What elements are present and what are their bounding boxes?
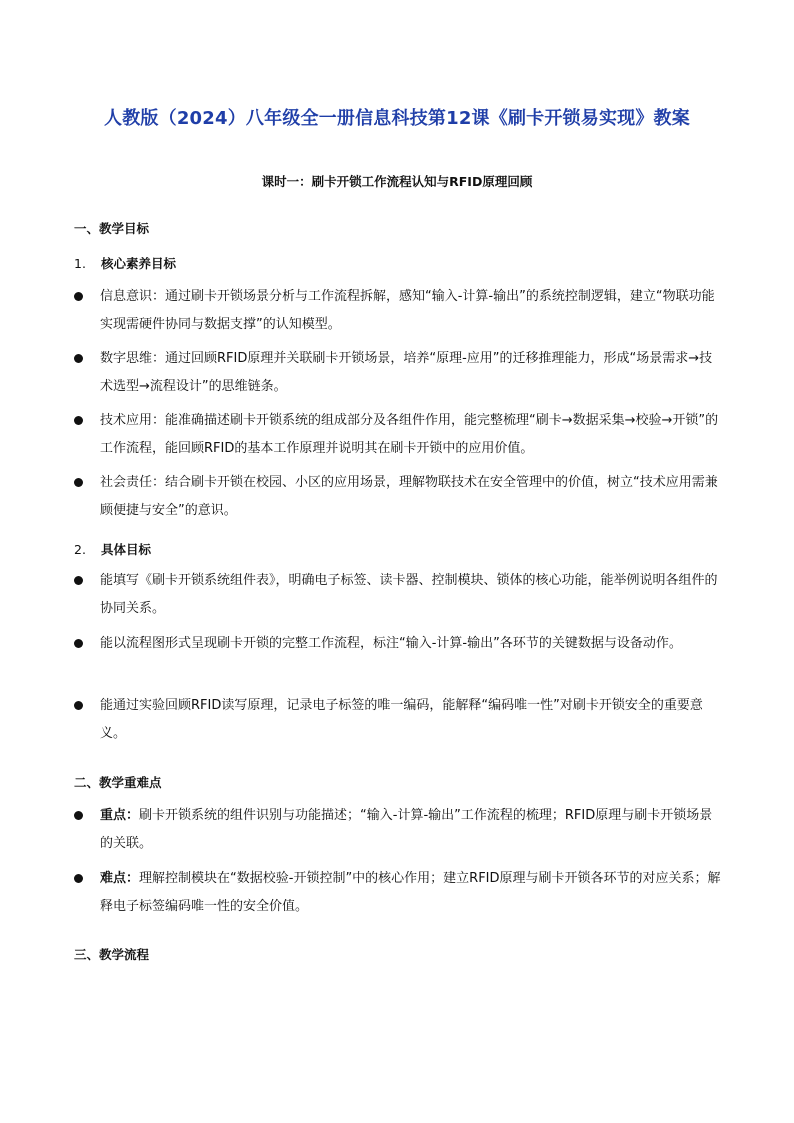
list-item-component-table xyxy=(74,567,724,623)
list-item-text: 社会责任：结合刷卡开锁在校园、小区的应用场景，理解物联技术在安全管理中的价值，树立“技术应用需兼顾便捷与安全”的意识。 xyxy=(100,475,718,518)
list-item-text: 能通过实验回顾RFID读写原理，记录电子标签的唯一编码，能解释“编码唯一性”对刷卡开锁安全的重要意义。 xyxy=(100,698,703,741)
subsection-number: 1. xyxy=(74,256,86,271)
list-item-difficult-points xyxy=(74,865,724,921)
bullet-icon xyxy=(74,576,83,585)
section-heading-teaching-goals: 一、教学目标 xyxy=(74,221,150,236)
subsection-label: 具体目标 xyxy=(101,542,152,557)
subsection-label: 核心素养目标 xyxy=(101,256,177,271)
list-item-text: 技术应用：能准确描述刷卡开锁系统的组成部分及各组件作用，能完整梳理“刷卡→数据采集→校验→开锁”的工作流程，能回顾RFID的基本工作原理并说明其在刷卡开锁中的应用价值。 xyxy=(100,413,719,456)
list-item-key-points xyxy=(74,802,724,858)
list-item-digital-thinking xyxy=(74,345,724,401)
list-item-technology-application xyxy=(74,407,724,463)
bullet-icon xyxy=(74,874,83,883)
bullet-icon xyxy=(74,478,83,487)
subsection-core-literacy-goals xyxy=(74,254,176,272)
item-label: 难点： xyxy=(100,871,140,886)
list-item-text: 能填写《刷卡开锁系统组件表》，明确电子标签、读卡器、控制模块、锁体的核心功能，能举例说明各组件的协同关系。 xyxy=(100,573,718,616)
list-item-text: 能以流程图形式呈现刷卡开锁的完整工作流程，标注“输入-计算-输出”各环节的关键数据与设备动作。 xyxy=(100,636,682,651)
bullet-icon xyxy=(74,811,83,820)
list-item-text: 信息意识：通过刷卡开锁场景分析与工作流程拆解，感知“输入-计算-输出”的系统控制逻辑，建立“物联功能实现需硬件协同与数据支撑”的认知模型。 xyxy=(100,289,715,332)
item-label: 重点： xyxy=(100,808,140,823)
subsection-number: 2. xyxy=(74,542,86,557)
document-title: 人教版（2024）八年级全一册信息科技第12课《刷卡开锁易实现》教案 xyxy=(104,108,690,129)
list-item-rfid-experiment xyxy=(74,692,724,748)
section-heading-teaching-process: 三、教学流程 xyxy=(74,947,150,962)
list-item-text xyxy=(100,802,724,858)
item-body: 刷卡开锁系统的组件识别与功能描述；“输入-计算-输出”工作流程的梳理；RFID原理与刷卡开锁场景的关联。 xyxy=(100,808,713,851)
bullet-icon xyxy=(74,701,83,710)
list-item-social-responsibility xyxy=(74,469,724,525)
list-item-flowchart xyxy=(74,630,724,658)
bullet-icon xyxy=(74,639,83,648)
subsection-specific-goals xyxy=(74,540,151,558)
item-body: 理解控制模块在“数据校验-开锁控制”中的核心作用；建立RFID原理与刷卡开锁各环节的对应关系；解释电子标签编码唯一性的安全价值。 xyxy=(100,871,721,914)
bullet-icon xyxy=(74,416,83,425)
section-heading-key-difficult-points: 二、教学重难点 xyxy=(74,775,162,790)
list-item-text: 数字思维：通过回顾RFID原理并关联刷卡开锁场景，培养“原理-应用”的迁移推理能力，形成“场景需求→技术选型→流程设计”的思维链条。 xyxy=(100,351,713,394)
lesson-subtitle: 课时一：刷卡开锁工作流程认知与RFID原理回顾 xyxy=(261,174,533,189)
list-item-text xyxy=(100,865,724,921)
bullet-icon xyxy=(74,354,83,363)
list-item-information-awareness xyxy=(74,283,724,339)
bullet-icon xyxy=(74,292,83,301)
